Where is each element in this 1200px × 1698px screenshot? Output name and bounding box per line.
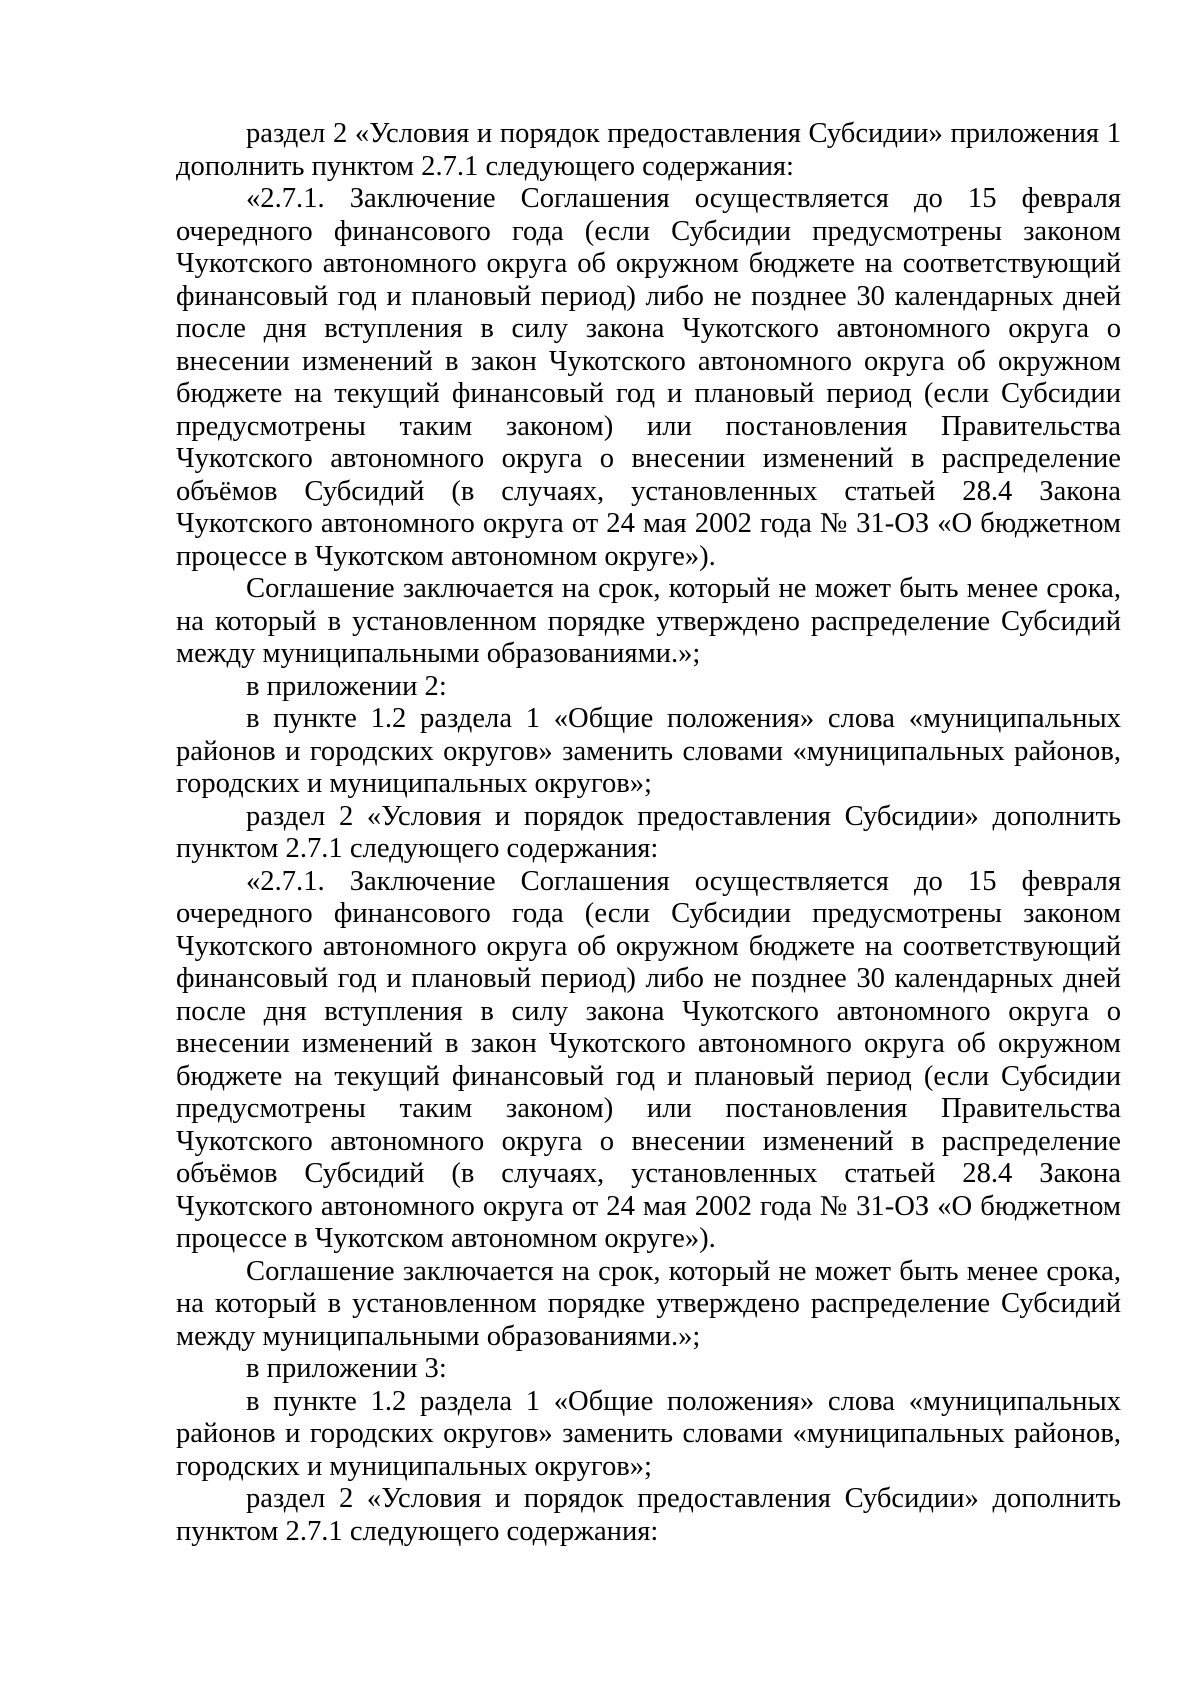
paragraph-appendix3-clause-1-2: в пункте 1.2 раздела 1 «Общие положения» слова «муниципальных районов и городских округов» заменить словами «муниципальных районов, городских и муниципальных округов»; (176, 1385, 1121, 1482)
paragraph-clause-2-7-1-appendix2: «2.7.1. Заключение Соглашения осуществляется до 15 февраля очередного финансового года (если Субсидии предусмотрены законом Чукотского автономного округа об окружном бюджете на соответствующий финансовый год и плановый период) либо не позднее 30 календарных дней после дня вступления в силу закона Чукотского автономного округа о внесении изменений в закон Чукотского автономного округа об окружном бюджете на текущий финансовый год и плановый период (если Субсидии предусмотрены таким законом) или постановления Правительства Чукотского автономного округа о внесении изменений в распределение объёмов Субсидий (в случаях, установленных статьей 28.4 Закона Чукотского автономного округа от 24 мая 2002 года № 31-ОЗ «О бюджетном процессе в Чукотском автономном округе»). (176, 865, 1121, 1254)
paragraph-agreement-term-appendix1: Соглашение заключается на срок, который не может быть менее срока, на который в установленном порядке утверждено распределение Субсидий между муниципальными образованиями.»; (176, 573, 1121, 669)
paragraph-clause-2-7-1-appendix1: «2.7.1. Заключение Соглашения осуществляется до 15 февраля очередного финансового года (если Субсидии предусмотрены законом Чукотского автономного округа об окружном бюджете на соответствующий финансовый год и плановый период) либо не позднее 30 календарных дней после дня вступления в силу закона Чукотского автономного округа о внесении изменений в закон Чукотского автономного округа об окружном бюджете на текущий финансовый год и плановый период (если Субсидии предусмотрены таким законом) или постановления Правительства Чукотского автономного округа о внесении изменений в распределение объёмов Субсидий (в случаях, установленных статьей 28.4 Закона Чукотского автономного округа от 24 мая 2002 года № 31-ОЗ «О бюджетном процессе в Чукотском автономном округе»). (176, 183, 1121, 572)
document-text-body (176, 118, 1121, 1548)
paragraph-appendix2-heading: в приложении 2: (246, 670, 447, 702)
paragraph-appendix3-section2: раздел 2 «Условия и порядок предоставления Субсидии» дополнить пунктом 2.7.1 следующего содержания: (176, 1483, 1121, 1547)
paragraph-agreement-term-appendix2: Соглашение заключается на срок, который не может быть менее срока, на который в установленном порядке утверждено распределение Субсидий между муниципальными образованиями.»; (176, 1255, 1121, 1352)
paragraph-appendix2-clause-1-2: в пункте 1.2 раздела 1 «Общие положения» слова «муниципальных районов и городских округов» заменить словами «муниципальных районов, городских и муниципальных округов»; (176, 703, 1121, 799)
paragraph-appendix3-heading: в приложении 3: (246, 1353, 447, 1384)
paragraph-appendix2-section2: раздел 2 «Условия и порядок предоставления Субсидии» дополнить пунктом 2.7.1 следующего содержания: (176, 800, 1121, 864)
paragraph-section2-appendix1: раздел 2 «Условия и порядок предоставления Субсидии» приложения 1 дополнить пунктом 2.7.1 следующего содержания: (176, 118, 1121, 182)
